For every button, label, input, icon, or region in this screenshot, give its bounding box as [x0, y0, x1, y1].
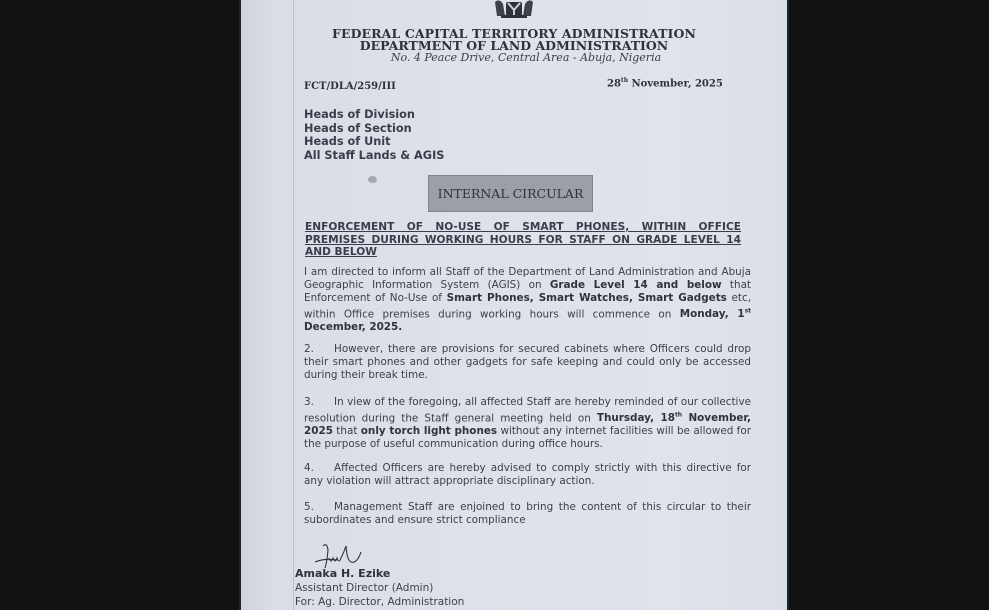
paragraph-number: 3.	[304, 396, 314, 408]
paragraph-number: 5.	[304, 501, 314, 513]
letter-date: 28th November, 2025	[607, 77, 723, 90]
paragraph-1: I am directed to inform all Staff of the Department of Land Administration and Abuja Geographic Information System (AGIS) on Grade Level 14 and below that Enforcement of No-Use of Smart Phones, Smart Watches, Smart Gadgets etc, within Office premises during working hours will commence on Monday, 1st December, 2025.	[304, 266, 752, 334]
organization-name: FEDERAL CAPITAL TERRITORY ADMINISTRATION	[332, 26, 696, 41]
office-address: No. 4 Peace Drive, Central Area - Abuja, Nigeria	[390, 51, 662, 64]
paragraph-3: 3. In view of the foregoing, all affected Staff are hereby reminded of our collective resolution during the Staff general meeting held on Thursday, 18th November, 2025 that only torch light phones without any internet facilities will be allowed for the purpose of useful communication during office hours.	[304, 396, 751, 451]
circular-subject: ENFORCEMENT OF NO-USE OF SMART PHONES, WITHIN OFFICE PREMISES DURING WORKING HOURS FOR STAFF ON GRADE LEVEL 14 AND BELOW	[305, 221, 741, 258]
handwritten-signature-icon	[313, 540, 367, 570]
department-name: DEPARTMENT OF LAND ADMINISTRATION	[359, 38, 669, 53]
ink-smudge	[368, 176, 377, 183]
coat-of-arms-icon	[491, 0, 537, 18]
addressee: Heads of Unit	[304, 135, 391, 148]
addressee-list	[304, 108, 444, 162]
signatory-title: Assistant Director (Admin)	[295, 582, 434, 594]
reference-number: FCT/DLA/259/III	[304, 81, 396, 92]
circular-document	[241, 0, 787, 610]
paper-fold-line	[293, 0, 294, 610]
paragraph-5: 5. Management Staff are enjoined to bring the content of this circular to their subordinates and ensure strict compliance	[304, 501, 751, 526]
paragraph-number: 2.	[304, 343, 314, 355]
addressee: Heads of Section	[304, 121, 412, 135]
signatory-name: Amaka H. Ezike	[295, 567, 391, 580]
addressee: Heads of Division	[304, 108, 415, 121]
paragraph-4: 4. Affected Officers are hereby advised to comply strictly with this directive for any violation will attract appropriate disciplinary action.	[304, 462, 751, 487]
paragraph-number: 4.	[304, 462, 314, 474]
addressee: All Staff Lands & AGIS	[304, 148, 445, 162]
circular-label-box: INTERNAL CIRCULAR	[428, 175, 593, 212]
signatory-on-behalf: For: Ag. Director, Administration	[295, 596, 465, 608]
paragraph-2: 2. However, there are provisions for secured cabinets where Officers could drop their smart phones and other gadgets for safe keeping and could only be accessed during their break time.	[304, 343, 751, 381]
